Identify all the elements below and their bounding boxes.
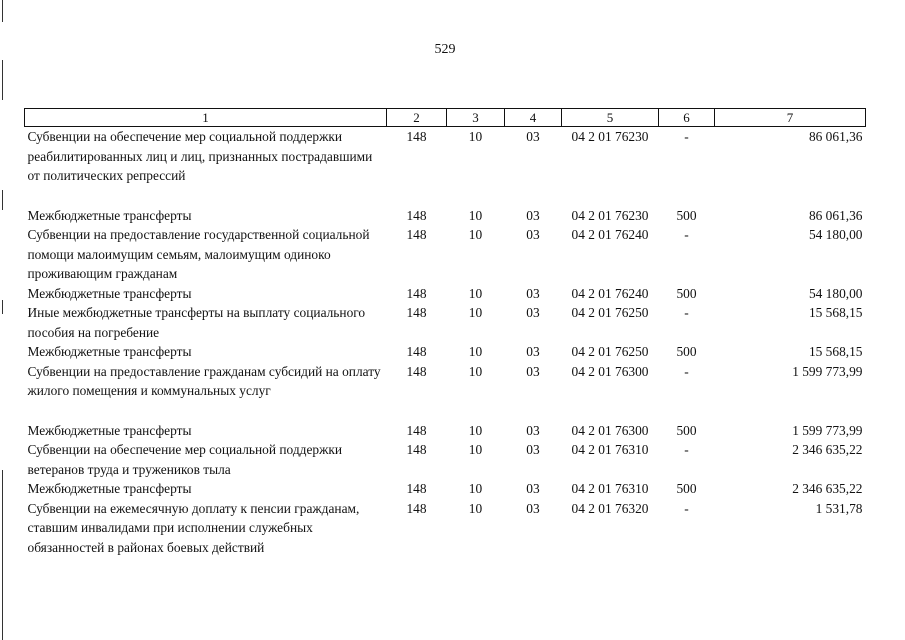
table-row — [25, 479, 866, 499]
row-c2: 148 — [406, 227, 427, 242]
row-c6: - — [684, 129, 689, 144]
row-c5: 04 2 01 76320 — [571, 500, 649, 516]
table-row — [25, 303, 866, 342]
row-name: Межбюджетные трансферты — [27, 207, 192, 223]
row-c3: 10 — [468, 363, 483, 379]
row-c4: 03 — [526, 285, 540, 301]
row-c7: 2 346 635,22 — [792, 442, 863, 457]
header-col-1: 1 — [25, 109, 387, 127]
row-c5: 04 2 01 76300 — [571, 363, 649, 379]
row-c6: - — [684, 363, 689, 379]
row-c3: 10 — [468, 207, 483, 223]
table-row — [25, 499, 866, 558]
row-c3: 10 — [468, 344, 483, 359]
scan-margin-mark — [2, 470, 3, 640]
row-name: Межбюджетные трансферты — [27, 285, 192, 301]
table-row — [25, 225, 866, 284]
table-row — [25, 127, 866, 206]
row-c4: 03 — [526, 305, 540, 320]
row-c6: 500 — [676, 481, 697, 496]
row-c3: 10 — [468, 129, 483, 144]
header-col-6: 6 — [659, 109, 715, 127]
row-c7: 1 599 773,99 — [792, 363, 863, 379]
scan-margin-mark — [2, 60, 3, 100]
row-c5: 04 2 01 76310 — [571, 442, 649, 457]
row-name: Иные межбюджетные трансферты на выплату социального пособия на погребение — [27, 305, 366, 340]
page-number: 529 — [434, 42, 456, 57]
row-c2: 148 — [406, 422, 427, 438]
row-c6: 500 — [676, 207, 697, 223]
table-row — [25, 421, 866, 441]
row-c4: 03 — [526, 500, 540, 516]
row-c3: 10 — [468, 442, 483, 457]
row-name: Субвенции на предоставление государственной социальной помощи малоимущим семьям, малоимущим одиноко проживающим гражданам — [27, 227, 370, 281]
row-c7: 86 061,36 — [808, 129, 863, 144]
row-c2: 148 — [406, 442, 427, 457]
row-c4: 03 — [526, 442, 540, 457]
header-col-4: 4 — [505, 109, 562, 127]
row-name: Субвенции на ежемесячную доплату к пенсии гражданам, ставшим инвалидами при исполнении служебных обязанностей в районах боевых действий — [27, 500, 360, 555]
row-c7: 15 568,15 — [808, 305, 863, 320]
row-name: Межбюджетные трансферты — [27, 344, 192, 359]
row-c6: 500 — [676, 285, 697, 301]
row-c7: 54 180,00 — [808, 285, 863, 301]
row-c6: - — [684, 305, 689, 320]
row-c2: 148 — [406, 305, 427, 320]
row-c7: 54 180,00 — [808, 227, 863, 242]
row-c4: 03 — [526, 129, 540, 144]
row-c7: 1 599 773,99 — [792, 422, 863, 438]
row-c5: 04 2 01 76240 — [571, 285, 649, 301]
row-c3: 10 — [468, 285, 483, 301]
scan-margin-mark — [2, 300, 3, 314]
row-c7: 15 568,15 — [808, 344, 863, 359]
row-c4: 03 — [526, 227, 540, 242]
row-c4: 03 — [526, 422, 540, 438]
row-c6: - — [684, 442, 689, 457]
row-name: Субвенции на предоставление гражданам субсидий на оплату жилого помещения и коммунальных услуг — [27, 363, 381, 398]
row-c2: 148 — [406, 481, 427, 496]
row-c5: 04 2 01 76230 — [571, 207, 649, 223]
row-c5: 04 2 01 76250 — [571, 305, 649, 320]
table-row — [25, 284, 866, 304]
row-c6: 500 — [676, 422, 697, 438]
row-c2: 148 — [406, 285, 427, 301]
row-c3: 10 — [468, 227, 483, 242]
row-c4: 03 — [526, 207, 540, 223]
row-c2: 148 — [406, 500, 427, 516]
scan-margin-mark — [2, 0, 3, 22]
table-row — [25, 440, 866, 479]
row-c2: 148 — [406, 207, 427, 223]
budget-table — [24, 108, 866, 557]
row-c6: 500 — [676, 344, 697, 359]
row-c2: 148 — [406, 363, 427, 379]
row-c7: 86 061,36 — [808, 207, 863, 223]
row-c2: 148 — [406, 129, 427, 144]
row-c7: 2 346 635,22 — [792, 481, 863, 496]
header-row — [25, 109, 866, 127]
row-c2: 148 — [406, 344, 427, 359]
row-c4: 03 — [526, 481, 540, 496]
row-name: Субвенции на обеспечение мер социальной поддержки реабилитированных лиц и лиц, признанных пострадавшими от политических репрессий — [27, 129, 373, 183]
row-name: Субвенции на обеспечение мер социальной поддержки ветеранов труда и тружеников тыла — [27, 442, 343, 477]
table-row — [25, 206, 866, 226]
row-c5: 04 2 01 76300 — [571, 422, 649, 438]
row-c6: - — [684, 500, 689, 516]
scan-margin-mark — [2, 190, 3, 210]
row-c3: 10 — [468, 500, 483, 516]
row-c5: 04 2 01 76240 — [571, 227, 649, 242]
row-c4: 03 — [526, 344, 540, 359]
row-c5: 04 2 01 76250 — [571, 344, 649, 359]
row-c3: 10 — [468, 422, 483, 438]
row-name: Межбюджетные трансферты — [27, 422, 192, 438]
row-c5: 04 2 01 76310 — [571, 481, 649, 496]
table-row — [25, 342, 866, 362]
header-col-7: 7 — [715, 109, 866, 127]
header-col-3: 3 — [447, 109, 505, 127]
row-c3: 10 — [468, 481, 483, 496]
table-row — [25, 362, 866, 421]
row-c5: 04 2 01 76230 — [571, 129, 649, 144]
row-c3: 10 — [468, 305, 483, 320]
row-name: Межбюджетные трансферты — [27, 481, 192, 496]
row-c7: 1 531,78 — [815, 500, 863, 516]
header-col-2: 2 — [387, 109, 447, 127]
row-c4: 03 — [526, 363, 540, 379]
header-col-5: 5 — [562, 109, 659, 127]
row-c6: - — [684, 227, 689, 242]
